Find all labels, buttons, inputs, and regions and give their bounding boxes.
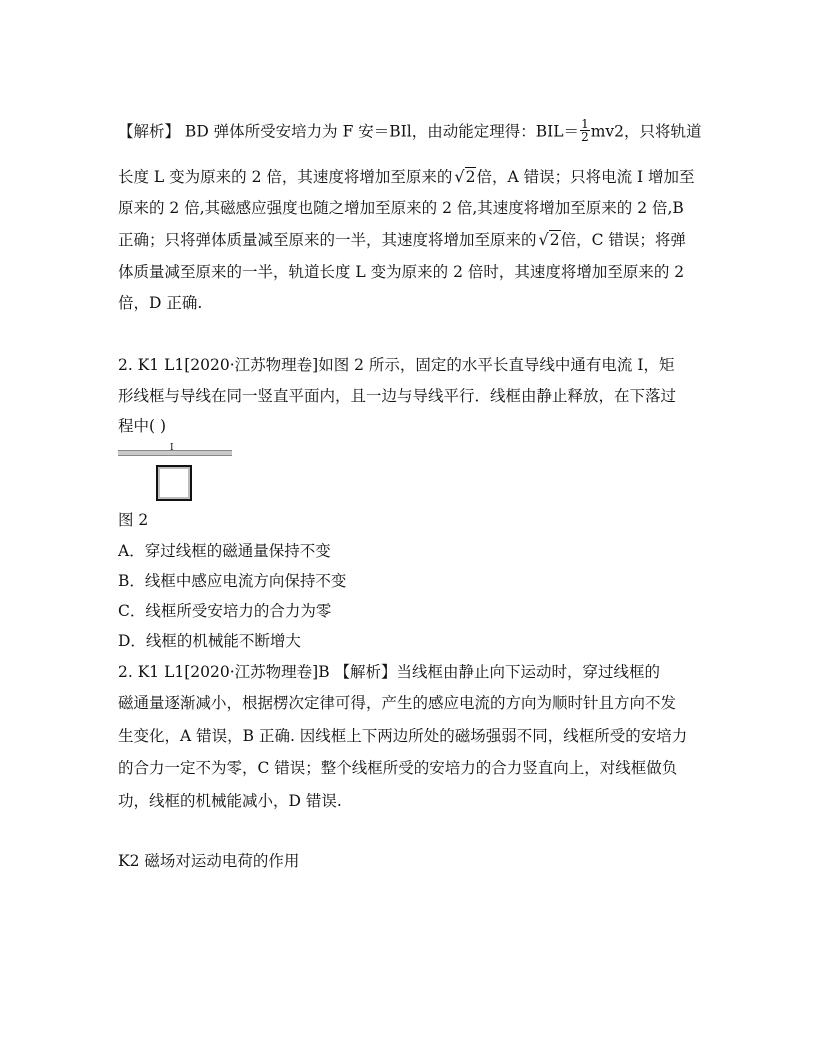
analysis1-line1: 【解析】 BD 弹体所受安培力为 F 安＝BIl，由动能定理得：BIL＝ $\frac{1}{2}$ mv2，只将轨道	[118, 117, 702, 144]
option-d: D．线框的机械能不断增大	[118, 632, 301, 650]
radical-icon: √	[454, 167, 465, 186]
rectangular-coil	[156, 465, 192, 501]
answer2-line4: 的合力一定不为零，C 错误；整个线框所受的安培力的合力竖直向上，对线框做负	[118, 759, 678, 777]
analysis1-line2: 长度 L 变为原来的 2 倍，其速度将增加至原来的 √2倍，A 错误；只将电流 I 增加至	[118, 167, 695, 186]
answer2-line2: 磁通量逐渐减小，根据楞次定律可得，产生的感应电流的方向为顺时针且方向不发	[118, 694, 677, 712]
figure-caption: 图 2	[118, 511, 149, 529]
section-heading: K2 磁场对运动电荷的作用	[118, 852, 300, 870]
answer2-line3: 生变化，A 错误，B 正确. 因线框上下两边所处的磁场强弱不同，线框所受的安培力	[118, 727, 688, 745]
option-b: B．线框中感应电流方向保持不变	[118, 572, 347, 590]
analysis1-line5: 体质量减至原来的一半，轨道长度 L 变为原来的 2 倍时，其速度将增加至原来的 2	[118, 263, 685, 281]
option-c: C．线框所受安培力的合力为零	[118, 602, 332, 620]
answer2-line5: 功，线框的机械能减小，D 错误.	[118, 792, 342, 810]
answer2-line1: 2. K1 L1[2020·江苏物理卷]B 【解析】当线框由静止向下运动时，穿过线框的	[118, 663, 661, 681]
analysis1-line4: 正确；只将弹体质量减至原来的一半，其速度将增加至原来的 √2倍，C 错误；将弹	[118, 230, 686, 249]
radical-icon: √	[538, 230, 549, 249]
current-label: I	[170, 443, 174, 453]
figure-wire-and-frame	[118, 444, 234, 502]
analysis1-line6: 倍，D 正确.	[118, 294, 203, 312]
sqrt-two: √2	[538, 230, 560, 249]
straight-wire	[118, 450, 232, 456]
question2-line1: 2. K1 L1[2020·江苏物理卷]如图 2 所示，固定的水平长直导线中通有电流 I，矩	[118, 356, 675, 374]
fraction-one-half: $\frac{1}{2}$	[581, 117, 589, 144]
sqrt-two: √2	[454, 167, 476, 186]
question2-line3: 程中( )	[118, 417, 167, 435]
analysis1-line3: 原来的 2 倍,其磁感应强度也随之增加至原来的 2 倍,其速度将增加至原来的 2 倍,B	[118, 199, 684, 217]
option-a: A．穿过线框的磁通量保持不变	[118, 542, 331, 560]
question2-line2: 形线框与导线在同一竖直平面内，且一边与导线平行．线框由静止释放，在下落过	[118, 387, 677, 405]
